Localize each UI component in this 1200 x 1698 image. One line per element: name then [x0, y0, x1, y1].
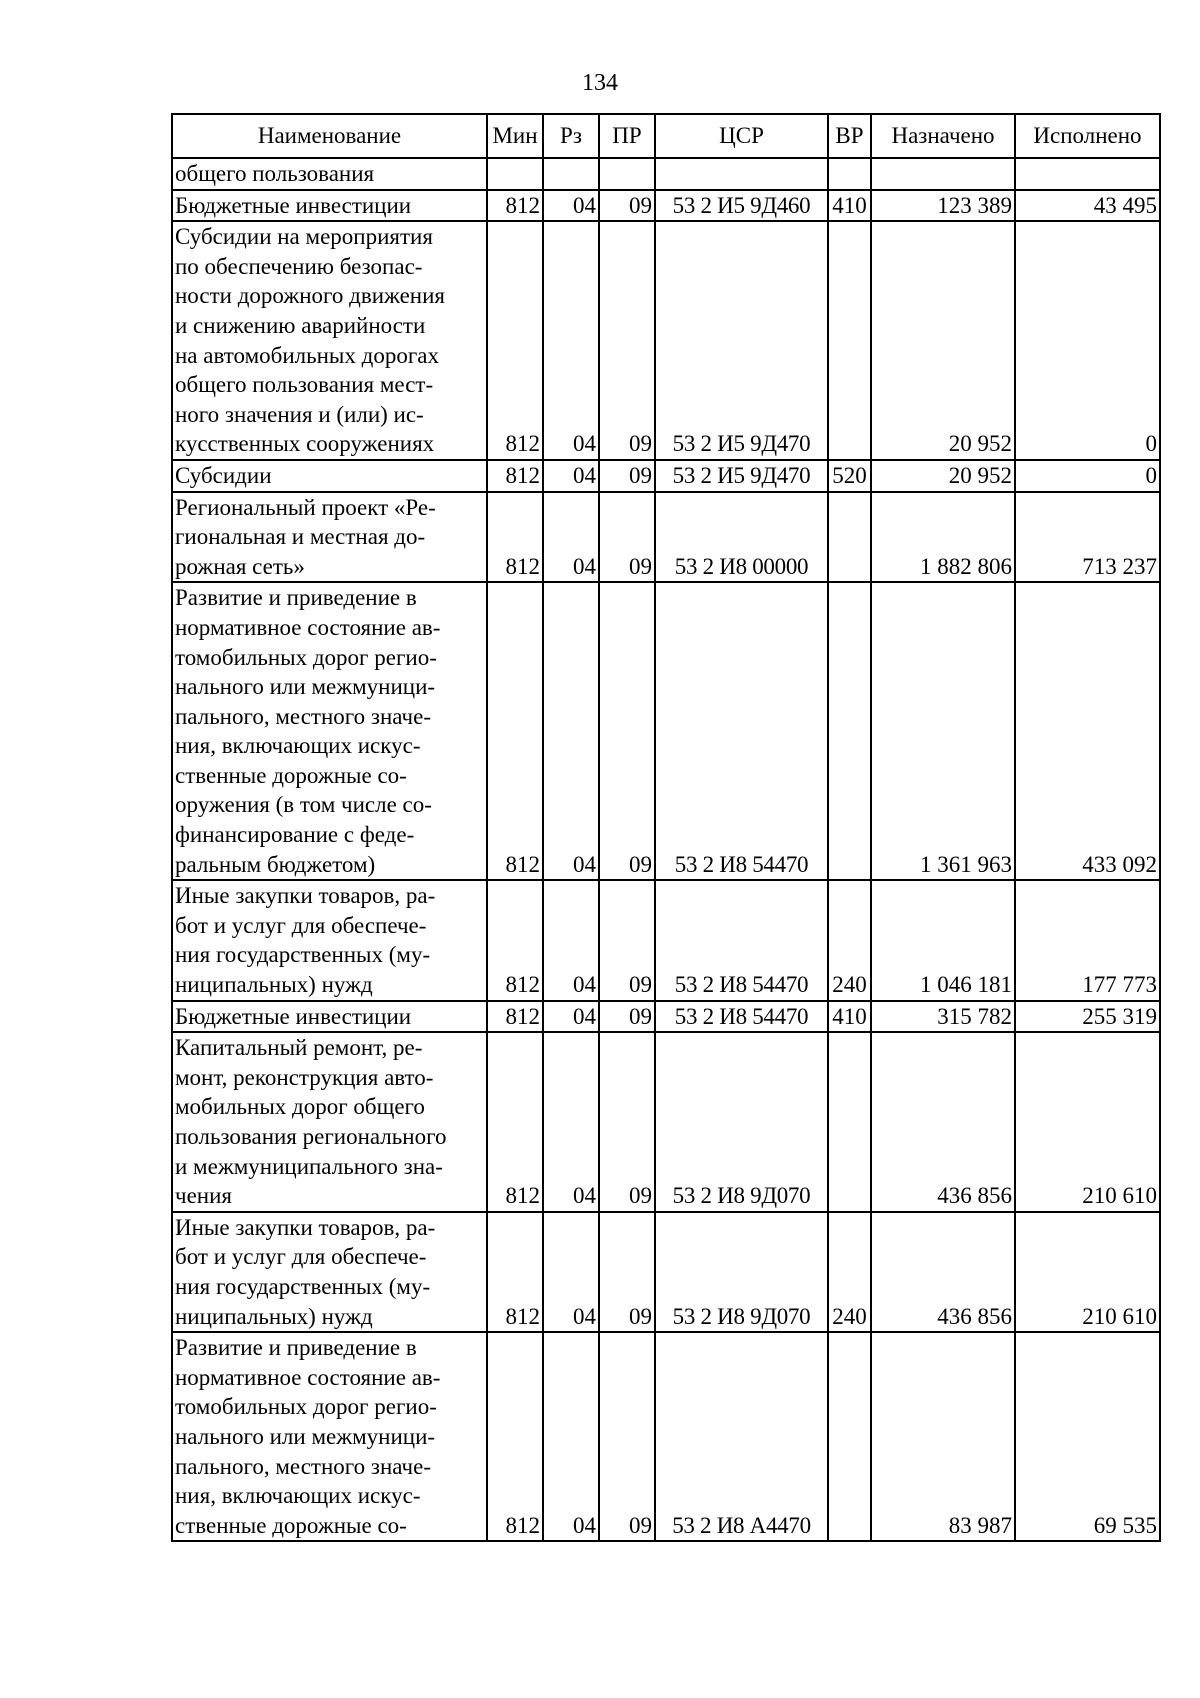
row-vr	[828, 221, 871, 460]
row-name-line: монт, реконструкция авто-	[175, 1064, 434, 1090]
row-executed: 433 092	[1015, 582, 1160, 880]
row-name-line: по обеспечению безопас-	[175, 253, 423, 279]
row-rz: 04	[543, 582, 599, 880]
row-assigned: 315 782	[871, 1001, 1015, 1033]
row-executed: 255 319	[1015, 1001, 1160, 1033]
row-min: 812	[487, 460, 543, 492]
row-executed: 210 610	[1015, 1212, 1160, 1332]
row-name-line: кусственных сооружениях	[175, 431, 435, 457]
row-pr: 09	[599, 221, 655, 460]
table-row	[172, 221, 1160, 460]
row-name	[172, 190, 487, 222]
row-rz: 04	[543, 1032, 599, 1212]
row-name-line: финансирование с феде-	[175, 822, 415, 848]
row-name-line: ниципальных) нужд	[175, 1303, 373, 1329]
row-rz: 04	[543, 492, 599, 583]
table-row	[172, 1001, 1160, 1033]
row-rz: 04	[543, 221, 599, 460]
row-vr	[828, 158, 871, 190]
row-min: 812	[487, 492, 543, 583]
row-name-line: общего пользования	[175, 161, 375, 186]
row-min: 812	[487, 190, 543, 222]
table-row	[172, 880, 1160, 1000]
row-vr	[828, 1032, 871, 1212]
header-assigned: Назначено	[871, 114, 1015, 158]
row-assigned	[871, 158, 1015, 190]
row-csr: 53 2 И8 9Д070	[655, 1032, 828, 1212]
header-min: Мин	[487, 114, 543, 158]
row-pr: 09	[599, 1332, 655, 1541]
row-name-line: гиональная и местная до-	[175, 524, 426, 550]
row-pr: 09	[599, 190, 655, 222]
row-name-line: ственные дорожные со-	[175, 762, 407, 788]
row-rz: 04	[543, 190, 599, 222]
row-name	[172, 1032, 487, 1212]
row-executed: 0	[1015, 460, 1160, 492]
table-row	[172, 582, 1160, 880]
budget-table	[171, 113, 1161, 1542]
row-assigned: 123 389	[871, 190, 1015, 222]
table-row	[172, 158, 1160, 190]
row-assigned: 20 952	[871, 221, 1015, 460]
row-rz: 04	[543, 1332, 599, 1541]
row-vr: 410	[828, 190, 871, 222]
row-csr: 53 2 И5 9Д470	[655, 460, 828, 492]
row-pr: 09	[599, 1032, 655, 1212]
row-assigned: 1 882 806	[871, 492, 1015, 583]
row-name-line: Развитие и приведение в	[175, 585, 417, 611]
row-executed: 713 237	[1015, 492, 1160, 583]
row-name-line: нального или межмуници-	[175, 674, 436, 700]
row-name-line: оружения (в том числе со-	[175, 792, 432, 818]
row-rz	[543, 158, 599, 190]
row-vr: 240	[828, 880, 871, 1000]
row-executed: 69 535	[1015, 1332, 1160, 1541]
row-name-line: Развитие и приведение в	[175, 1335, 417, 1361]
row-name-line: Капитальный ремонт, ре-	[175, 1035, 423, 1061]
row-name-line: и снижению аварийности	[175, 312, 426, 338]
row-executed: 210 610	[1015, 1032, 1160, 1212]
row-assigned: 83 987	[871, 1332, 1015, 1541]
row-min: 812	[487, 1001, 543, 1033]
row-assigned: 1 361 963	[871, 582, 1015, 880]
row-rz: 04	[543, 460, 599, 492]
row-name	[172, 880, 487, 1000]
page-number: 134	[582, 70, 618, 96]
row-name-line: бот и услуг для обеспече-	[175, 1244, 427, 1270]
row-min	[487, 158, 543, 190]
row-pr: 09	[599, 880, 655, 1000]
row-name-line: нормативное состояние ав-	[175, 614, 441, 640]
row-name-line: ния, включающих искус-	[175, 733, 421, 759]
row-pr: 09	[599, 1001, 655, 1033]
row-name-line: ного значения и (или) ис-	[175, 401, 424, 427]
row-csr	[655, 158, 828, 190]
row-vr	[828, 582, 871, 880]
row-assigned: 436 856	[871, 1032, 1015, 1212]
row-executed	[1015, 158, 1160, 190]
row-name-line: Иные закупки товаров, ра-	[175, 883, 436, 909]
row-csr: 53 2 И5 9Д460	[655, 190, 828, 222]
row-name-line: на автомобильных дорогах	[175, 342, 439, 368]
row-pr: 09	[599, 492, 655, 583]
row-name-line: нормативное состояние ав-	[175, 1364, 441, 1390]
header-name: Наименование	[172, 114, 487, 158]
row-name-line: пального, местного значе-	[175, 703, 431, 729]
row-name-line: Бюджетные инвестиции	[175, 192, 412, 218]
row-name	[172, 582, 487, 880]
row-pr	[599, 158, 655, 190]
row-rz: 04	[543, 880, 599, 1000]
row-vr	[828, 1332, 871, 1541]
row-pr: 09	[599, 582, 655, 880]
row-name-line: ния государственных (му-	[175, 1273, 431, 1299]
row-name-line: бот и услуг для обеспече-	[175, 912, 427, 938]
row-rz: 04	[543, 1001, 599, 1033]
table-row	[172, 460, 1160, 492]
header-executed: Исполнено	[1015, 114, 1160, 158]
row-min: 812	[487, 221, 543, 460]
row-min: 812	[487, 1212, 543, 1332]
row-name	[172, 1212, 487, 1332]
row-assigned: 1 046 181	[871, 880, 1015, 1000]
row-vr: 240	[828, 1212, 871, 1332]
row-name-line: Бюджетные инвестиции	[175, 1003, 412, 1029]
row-name-line: пального, местного значе-	[175, 1453, 431, 1479]
row-name-line: ральным бюджетом)	[175, 851, 376, 877]
row-rz: 04	[543, 1212, 599, 1332]
row-name-line: Иные закупки товаров, ра-	[175, 1214, 436, 1240]
table-row	[172, 1032, 1160, 1212]
row-csr: 53 2 И8 А4470	[655, 1332, 828, 1541]
row-name-line: томобильных дорог регио-	[175, 644, 437, 670]
row-csr: 53 2 И8 54470	[655, 880, 828, 1000]
row-name-line: Региональный проект «Ре-	[175, 494, 436, 520]
row-name-line: чения	[175, 1183, 232, 1209]
row-pr: 09	[599, 460, 655, 492]
row-name	[172, 1332, 487, 1541]
row-executed: 177 773	[1015, 880, 1160, 1000]
row-name-line: мобильных дорог общего	[175, 1094, 425, 1120]
header-rz: Рз	[543, 114, 599, 158]
table-body	[172, 158, 1160, 1541]
row-csr: 53 2 И8 00000	[655, 492, 828, 583]
table-row	[172, 492, 1160, 583]
row-vr	[828, 492, 871, 583]
row-name-line: томобильных дорог регио-	[175, 1394, 437, 1420]
table-row	[172, 1212, 1160, 1332]
row-name	[172, 1001, 487, 1033]
row-csr: 53 2 И8 54470	[655, 582, 828, 880]
row-min: 812	[487, 880, 543, 1000]
table-row	[172, 1332, 1160, 1541]
row-min: 812	[487, 1332, 543, 1541]
row-name-line: ния, включающих искус-	[175, 1483, 421, 1509]
table-header-row	[172, 114, 1160, 158]
row-min: 812	[487, 582, 543, 880]
row-csr: 53 2 И8 54470	[655, 1001, 828, 1033]
row-csr: 53 2 И5 9Д470	[655, 221, 828, 460]
row-name-line: ниципальных) нужд	[175, 972, 373, 998]
table-row	[172, 190, 1160, 222]
row-assigned: 436 856	[871, 1212, 1015, 1332]
row-name	[172, 221, 487, 460]
row-name-line: ственные дорожные со-	[175, 1512, 407, 1538]
header-pr: ПР	[599, 114, 655, 158]
row-name	[172, 492, 487, 583]
row-name-line: пользования регионального	[175, 1124, 447, 1149]
row-name-line: нального или межмуници-	[175, 1423, 436, 1449]
row-assigned: 20 952	[871, 460, 1015, 492]
row-min: 812	[487, 1032, 543, 1212]
header-csr: ЦСР	[655, 114, 828, 158]
row-name-line: Субсидии на мероприятия	[175, 224, 433, 250]
row-executed: 43 495	[1015, 190, 1160, 222]
row-name	[172, 460, 487, 492]
row-name-line: ности дорожного движения	[175, 283, 446, 309]
row-name-line: общего пользования мест-	[175, 372, 434, 398]
row-vr: 520	[828, 460, 871, 492]
row-csr: 53 2 И8 9Д070	[655, 1212, 828, 1332]
row-pr: 09	[599, 1212, 655, 1332]
header-vr: ВР	[828, 114, 871, 158]
row-name-line: ния государственных (му-	[175, 942, 431, 968]
row-name-line: рожная сеть»	[175, 553, 305, 579]
row-name-line: Субсидии	[175, 462, 272, 488]
row-executed: 0	[1015, 221, 1160, 460]
row-name-line: и межмуниципального зна-	[175, 1153, 443, 1179]
row-name	[172, 158, 487, 190]
row-vr: 410	[828, 1001, 871, 1033]
